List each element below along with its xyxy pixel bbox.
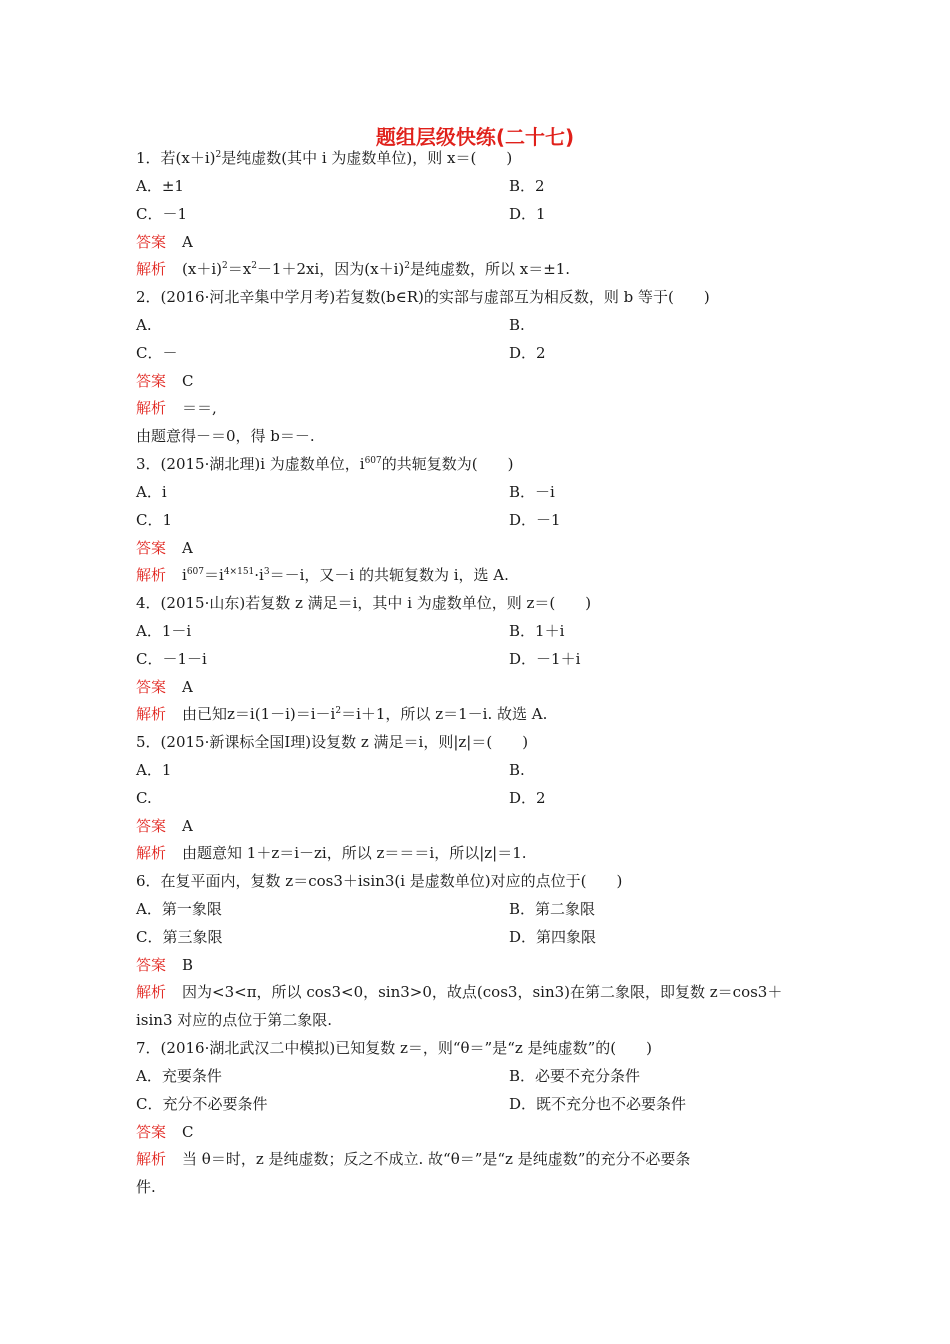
question-6-stem: 6．在复平面内，复数 z＝cos3＋isin3(i 是虚数单位)对应的点位于( ): [136, 872, 623, 890]
q1-answer: 答案 A: [136, 233, 193, 251]
question-1-stem: 1．若$(x+i)^2$是纯虚数(其中 i 为虚数单位)，则 x＝( ): [136, 149, 513, 167]
question-5-stem: 5．(2015·新课标全国Ⅰ理)设复数 z 满足＝i，则|z|＝( ): [136, 733, 529, 751]
q6-answer: 答案 B: [136, 956, 194, 974]
q5-option-b: B.: [509, 761, 525, 779]
question-2-stem: 2．(2016·河北辛集中学月考)若复数(b∈R)的实部与虚部互为相反数，则 b 等于( ): [136, 288, 710, 306]
q4-option-a: A．1－i: [136, 622, 192, 640]
q5-analysis: 解析 由题意知 1＋z＝i－zi，所以 z＝＝＝i，所以|z|＝1.: [136, 844, 527, 862]
answer-label: 答案: [136, 233, 167, 251]
q5-option-d: D．2: [509, 789, 546, 807]
q3-option-c: C．1: [136, 511, 173, 529]
q1-option-c: C．－1: [136, 205, 188, 223]
q2-option-d: D．2: [509, 344, 546, 362]
q1-option-a: A．±1: [136, 177, 184, 195]
answer-label: 答案: [136, 539, 167, 557]
analysis-label: 解析: [136, 844, 167, 862]
answer-label: 答案: [136, 956, 167, 974]
q4-option-b: B．1＋i: [509, 622, 565, 640]
q3-option-d: D．－1: [509, 511, 561, 529]
q2-option-b: B.: [509, 316, 525, 334]
analysis-label: 解析: [136, 260, 167, 278]
question-4-stem: 4．(2015·山东)若复数 z 满足＝i，其中 i 为虚数单位，则 z＝( ): [136, 594, 592, 612]
question-7-stem: 7．(2016·湖北武汉二中模拟)已知复数 z＝，则“θ＝”是“z 是纯虚数”的( ): [136, 1039, 652, 1057]
q4-option-d: D．－1＋i: [509, 650, 581, 668]
q6-analysis-line-2: isin3 对应的点位于第二象限.: [136, 1011, 333, 1029]
q3-option-b: B．－i: [509, 483, 555, 501]
q2-analysis: 解析 ＝＝,: [136, 399, 217, 417]
page-title: 题组层级快练(二十七): [375, 125, 575, 149]
answer-label: 答案: [136, 817, 167, 835]
analysis-label: 解析: [136, 1150, 167, 1168]
analysis-label: 解析: [136, 983, 167, 1001]
q6-option-b: B．第二象限: [509, 900, 596, 918]
q6-option-a: A．第一象限: [136, 900, 222, 918]
q4-answer: 答案 A: [136, 678, 193, 696]
q4-option-c: C．－1－i: [136, 650, 207, 668]
q3-answer: 答案 A: [136, 539, 193, 557]
q7-analysis: 解析 当 θ＝时，z 是纯虚数；反之不成立. 故“θ＝”是“z 是纯虚数”的充分不必要条: [136, 1150, 691, 1168]
q7-option-c: C．充分不必要条件: [136, 1095, 268, 1113]
analysis-label: 解析: [136, 566, 167, 584]
q6-option-c: C．第三象限: [136, 928, 223, 946]
q6-option-d: D．第四象限: [509, 928, 597, 946]
analysis-label: 解析: [136, 399, 167, 417]
q2-option-a: A.: [136, 316, 152, 334]
q7-answer: 答案 C: [136, 1123, 194, 1141]
answer-label: 答案: [136, 372, 167, 390]
q2-option-c: C．－: [136, 344, 178, 362]
q2-analysis-line-2: 由题意得－＝0，得 b＝－.: [136, 427, 315, 445]
q4-analysis: 解析 由已知$z=i(1-i)=i-i^2=i+1$，所以 z＝1－i. 故选 A.: [136, 705, 548, 723]
q7-option-a: A．充要条件: [136, 1067, 222, 1085]
q1-option-d: D．1: [509, 205, 546, 223]
q1-analysis: 解析 $(x+i)^2=x^2-1+2xi$，因为$(x+i)^2$是纯虚数，所以 x＝±1.: [136, 260, 571, 278]
q7-option-b: B．必要不充分条件: [509, 1067, 641, 1085]
q2-answer: 答案 C: [136, 372, 194, 390]
q6-analysis: 解析 因为<3<π，所以 cos3<0，sin3>0，故点(cos3，sin3)在第二象限，即复数 z＝cos3＋: [136, 983, 783, 1001]
answer-label: 答案: [136, 1123, 167, 1141]
q5-answer: 答案 A: [136, 817, 193, 835]
q1-option-b: B．2: [509, 177, 545, 195]
q7-analysis-line-2: 件.: [136, 1178, 156, 1196]
q3-analysis: 解析 $i^{607}=i^{4\times 151}\cdot i^3=-i$，又－i 的共轭复数为 i，选 A.: [136, 566, 509, 584]
analysis-label: 解析: [136, 705, 167, 723]
q3-option-a: A．i: [136, 483, 167, 501]
q7-option-d: D．既不充分也不必要条件: [509, 1095, 687, 1113]
answer-label: 答案: [136, 678, 167, 696]
q5-option-a: A．1: [136, 761, 172, 779]
question-3-stem: 3．(2015·湖北理)i 为虚数单位，$i^{607}$的共轭复数为( ): [136, 455, 514, 473]
q5-option-c: C.: [136, 789, 152, 807]
